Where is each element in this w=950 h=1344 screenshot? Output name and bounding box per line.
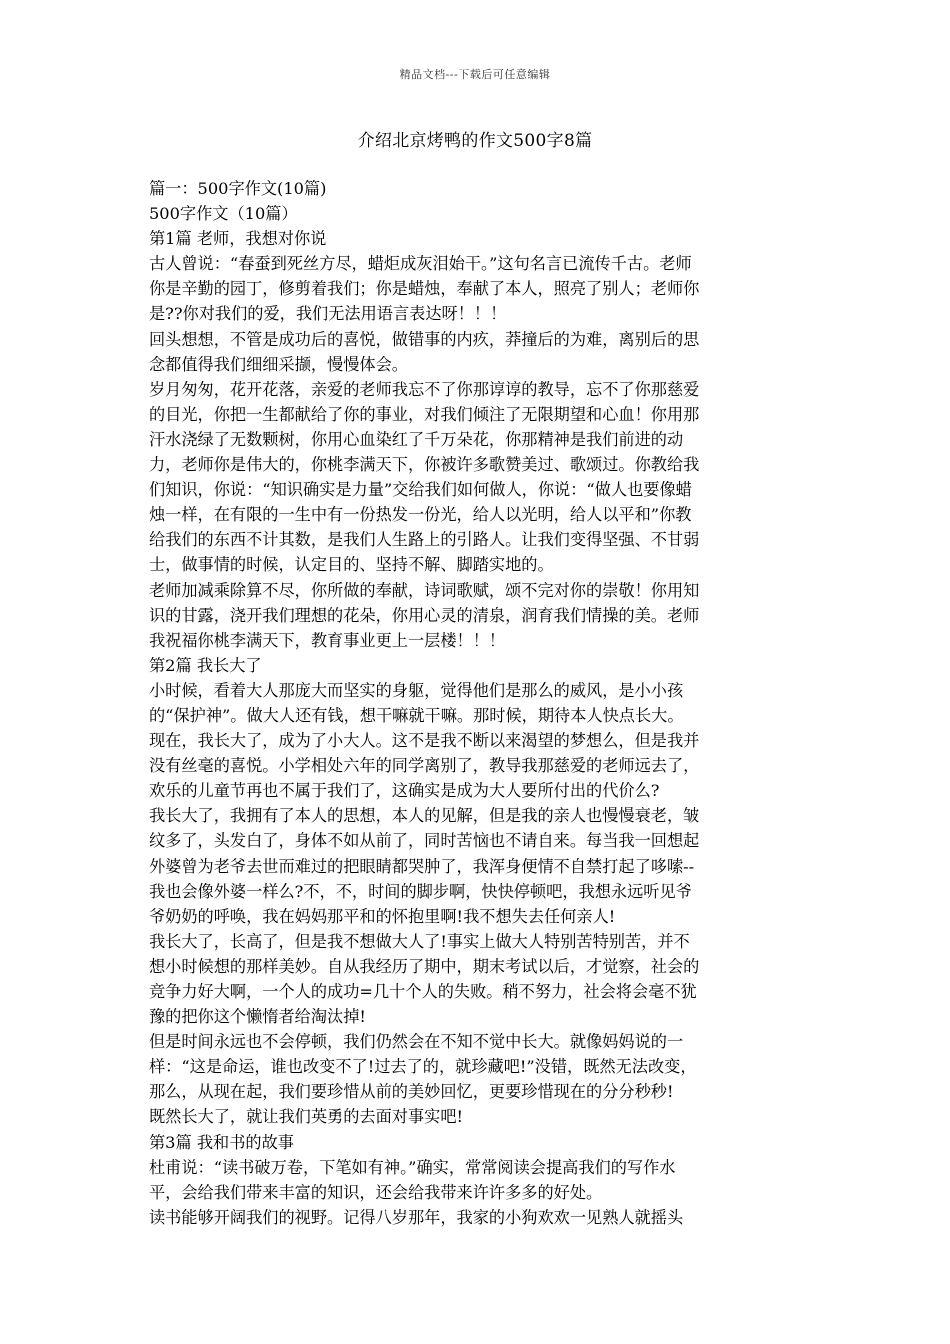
- text-line: 外婆曾为老爷去世而难过的把眼睛都哭肿了，我浑身便情不自禁打起了哆嗦--: [149, 856, 695, 876]
- text-line: 杜甫说：“读书破万卷，下笔如有神。”确实，常常阅读会提高我们的写作水: [149, 1157, 676, 1177]
- text-line: 识的甘露，浇开我们理想的花朵，你用心灵的清泉，润育我们情操的美。老师: [149, 605, 700, 625]
- text-line: 汗水浇绿了无数颗树，你用心血染红了千万朵花，你那精神是我们前进的动: [149, 429, 684, 449]
- document-title: 介绍北京烤鸭的作文500字8篇: [357, 131, 593, 151]
- text-line: 爷奶奶的呼唤，我在妈妈那平和的怀抱里啊!我不想失去任何亲人!: [149, 906, 616, 926]
- text-line: 回头想想，不管是成功后的喜悦，做错事的内疚，莽撞后的为难，离别后的思: [149, 329, 700, 349]
- text-line: 第1篇 老师，我想对你说: [149, 229, 327, 249]
- text-line: 士，做事情的时候，认定目的、坚持不解、脚踏实地的。: [149, 555, 554, 575]
- text-line: 念都值得我们细细采撷，慢慢体会。: [149, 354, 408, 374]
- text-line: 的目光，你把一生都献给了你的事业，对我们倾注了无限期望和心血！你用那: [149, 404, 700, 424]
- text-line: 我长大了，长高了，但是我不想做大人了!事实上做大人特别苦特别苦，并不: [149, 931, 690, 951]
- text-line: 你是辛勤的园丁，修剪着我们；你是蜡烛，奉献了本人，照亮了别人；老师你: [149, 279, 700, 299]
- text-line: 那么，从现在起，我们要珍惜从前的美妙回忆，更要珍惜现在的分分秒秒!: [149, 1082, 674, 1102]
- text-line: 既然长大了，就让我们英勇的去面对事实吧!: [149, 1107, 464, 1127]
- text-line: 但是时间永远也不会停顿，我们仍然会在不知不觉中长大。就像妈妈说的一: [149, 1032, 684, 1052]
- text-line: 读书能够开阔我们的视野。记得八岁那年，我家的小狗欢欢一见熟人就摇头: [149, 1207, 684, 1227]
- text-line: 我长大了，我拥有了本人的思想，本人的见解，但是我的亲人也慢慢衰老，皱: [149, 806, 700, 826]
- document-body: [149, 176, 803, 1230]
- text-line: 纹多了，头发白了，身体不如从前了，同时苦恼也不请自来。每当我一回想起: [149, 831, 700, 851]
- text-line: 想小时候想的那样美妙。自从我经历了期中，期末考试以后，才觉察，社会的: [149, 956, 700, 976]
- text-line: 豫的把你这个懒惰者给淘汰掉!: [149, 1007, 366, 1027]
- page-header-note: 精品文档---下载后可任意编辑: [399, 68, 551, 81]
- text-line: 第3篇 我和书的故事: [149, 1132, 294, 1152]
- text-line: 篇一：500字作文(10篇): [149, 179, 327, 198]
- text-line: 们知识，你说：“知识确实是力量”交给我们如何做人，你说：“做人也要像蜡: [149, 480, 692, 500]
- text-line: 竞争力好大啊，一个人的成功=几十个人的失败。稍不努力，社会将会毫不犹: [149, 982, 697, 1001]
- text-line: 小时候，看着大人那庞大而坚实的身躯，觉得他们是那么的威风，是小小孩: [149, 680, 684, 700]
- text-line: 我也会像外婆一样么?不，不，时间的脚步啊，快快停顿吧，我想永远听见爷: [149, 881, 692, 901]
- text-line: 力，老师你是伟大的，你桃李满天下，你被许多歌赞美过、歌颂过。你教给我: [149, 455, 700, 475]
- text-line: 没有丝毫的喜悦。小学相处六年的同学离别了，教导我那慈爱的老师远去了，: [149, 756, 700, 776]
- text-line: 500字作文（10篇）: [149, 204, 298, 224]
- text-line: 我祝福你桃李满天下，教育事业更上一层楼！！！: [149, 630, 506, 650]
- text-line: 欢乐的儿童节再也不属于我们了，这确实是成为大人要所付出的代价么?: [149, 781, 660, 801]
- text-line: 岁月匆匆，花开花落，亲爱的老师我忘不了你那谆谆的教导，忘不了你那慈爱: [149, 379, 700, 399]
- text-line: 样：“这是命运，谁也改变不了!过去了的，就珍藏吧!”没错，既然无法改变，: [149, 1057, 697, 1077]
- text-line: 是??你对我们的爱，我们无法用语言表达呀！！！: [149, 304, 507, 324]
- text-line: 现在，我长大了，成为了小大人。这不是我不断以来渴望的梦想么，但是我并: [149, 731, 700, 751]
- text-line: 烛一样，在有限的一生中有一份热发一份光，给人以光明，给人以平和”你教: [149, 505, 692, 525]
- text-line: 老师加减乘除算不尽，你所做的奉献，诗词歌赋，颂不完对你的崇敬！你用知: [149, 580, 700, 600]
- text-line: 古人曾说：“春蚕到死丝方尽，蜡炬成灰泪始干。”这句名言已流传千古。老师: [149, 254, 692, 274]
- text-line: 给我们的东西不计其数，是我们人生路上的引路人。让我们变得坚强、不甘弱: [149, 530, 700, 550]
- text-line: 平，会给我们带来丰富的知识，还会给我带来许许多多的好处。: [149, 1182, 603, 1202]
- text-line: 的“保护神”。做大人还有钱，想干嘛就干嘛。那时候，期待本人快点长大。: [149, 705, 684, 725]
- text-line: 第2篇 我长大了: [149, 655, 262, 675]
